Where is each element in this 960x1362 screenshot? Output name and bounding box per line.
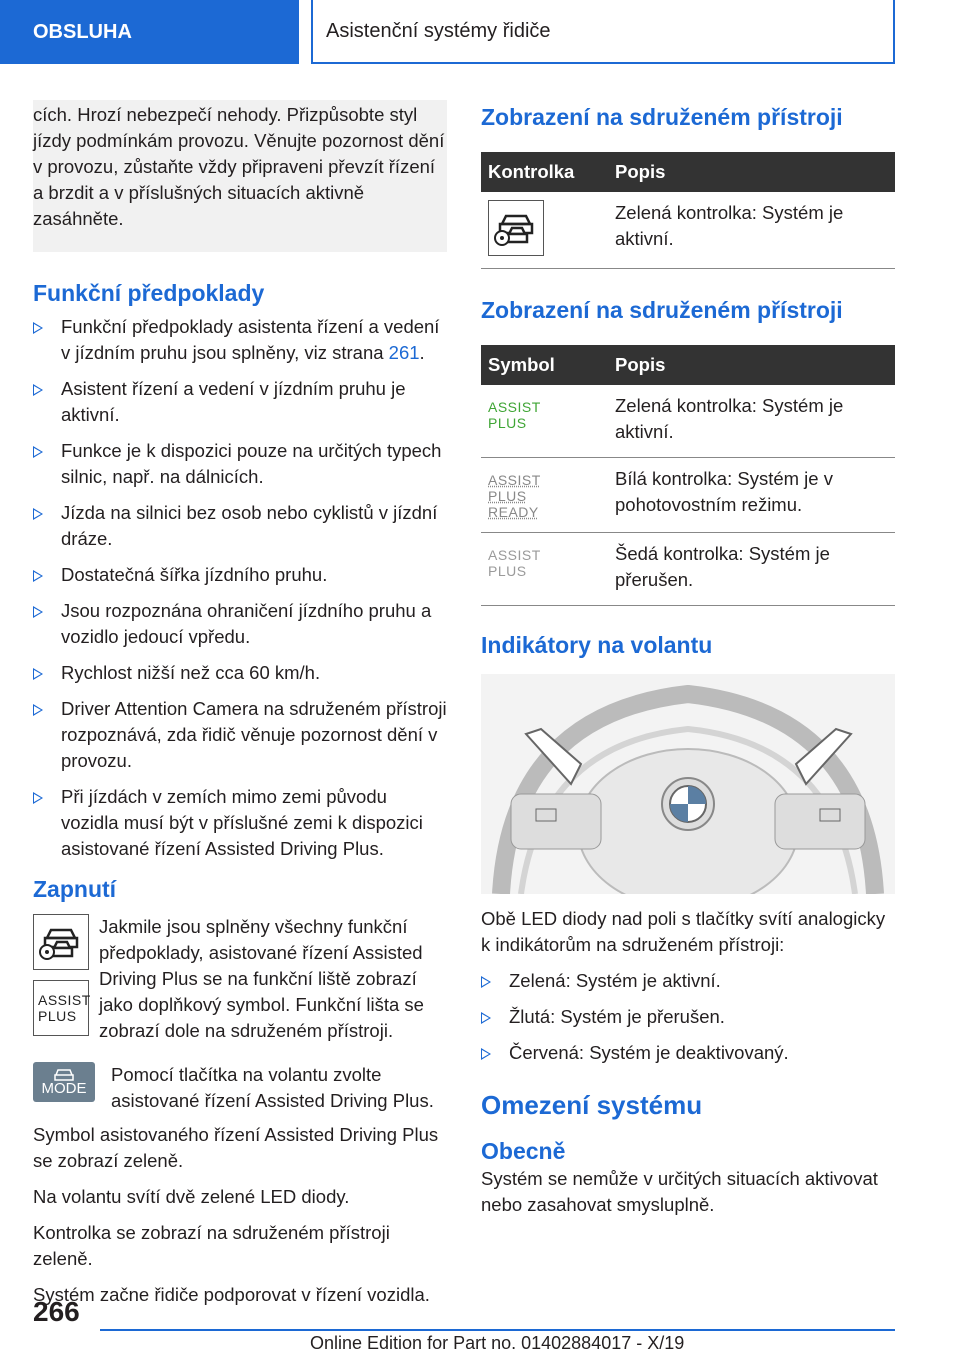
list-item: Jízda na silnici bez osob nebo cyklistů v jízdní dráze. [33, 500, 447, 552]
list-item: Dostatečná šířka jízdního pruhu. [33, 562, 447, 588]
assist-car-icon [488, 200, 544, 256]
switch-on-para1: Jakmile jsou splněny všechny funkční předpoklady, asistované řízení Assisted Driving Plus se na funkční liště zobrazí jako doplňkový symbol. Funkční lišta se zobrazí dole na sdruženém přístroji. [99, 916, 424, 1041]
right-column [481, 100, 895, 1228]
table-row [481, 533, 895, 606]
list-item: Asistent řízení a vedení v jízdním pruhu je aktivní. [33, 376, 447, 428]
left-column [33, 100, 447, 1318]
table-header: Symbol [481, 345, 608, 385]
page-header-title: Asistenční systémy řidiče [311, 0, 895, 64]
switch-on-para3: Symbol asistovaného řízení Assisted Driving Plus se zobrazí zeleně. [33, 1124, 439, 1171]
list-item: Červená: Systém je deaktivovaný. [481, 1040, 895, 1066]
section-tab: OBSLUHA [0, 0, 299, 64]
assist-plus-icon: ASSIST PLUS [33, 980, 89, 1036]
list-item: Zelená: Systém je aktivní. [481, 968, 895, 994]
switch-on-block [33, 914, 447, 1044]
mode-button-icon: MODE [33, 1062, 95, 1102]
steering-wheel-illustration [481, 674, 895, 894]
page-link[interactable]: 261 [388, 342, 420, 363]
assist-plus-ready-icon: ASSIST PLUS READY [488, 472, 541, 520]
prerequisites-heading: Funkční předpoklady [33, 280, 265, 306]
switch-on-para6: Systém začne řidiče podporovat v řízení vozidla. [33, 1284, 430, 1305]
steering-heading: Indikátory na volantu [481, 632, 713, 658]
display1-table [481, 152, 895, 269]
table-header: Popis [608, 152, 895, 192]
limits-heading: Omezení systému [481, 1090, 703, 1120]
table-cell: Zelená kontrolka: Systém je aktivní. [608, 385, 895, 458]
page-number: 266 [33, 1296, 80, 1327]
list-item: Funkční předpoklady asistenta řízení a vedení v jízdním pruhu jsou splněny, viz strana 261. [33, 314, 447, 366]
list-item: Funkce je k dispozici pouze na určitých typech silnic, např. na dálnicích. [33, 438, 447, 490]
limits-text: Systém se nemůže v určitých situacích aktivovat nebo zasahovat smysluplně. [481, 1168, 878, 1215]
footer-edition: Online Edition for Part no. 01402884017 - X/19 [310, 1333, 685, 1353]
switch-on-para5: Kontrolka se zobrazí na sdruženém přístroji zeleně. [33, 1222, 390, 1269]
list-item: Žlutá: Systém je přerušen. [481, 1004, 895, 1030]
table-row [481, 385, 895, 458]
display2-table [481, 345, 895, 606]
footer-rule [100, 1329, 895, 1331]
switch-on-para4: Na volantu svítí dvě zelené LED diody. [33, 1186, 350, 1207]
steering-list [481, 968, 895, 1066]
list-item: Jsou rozpoznána ohraničení jízdního pruhu a vozidlo jedoucí vpředu. [33, 598, 447, 650]
assist-plus-grey-icon: ASSIST PLUS [488, 547, 541, 579]
warning-text: cích. Hrozí nebezpečí nehody. Přizpůsobte styl jízdy podmínkám provozu. Věnujte pozornost dění v provozu, zůstaňte vždy připraveni převzít řízení a brzdit a v příslušných situacích aktivně zasáhněte. [33, 104, 445, 229]
table-cell: Zelená kontrolka: Systém je aktivní. [608, 192, 895, 269]
table-cell: Šedá kontrolka: Systém je přerušen. [608, 533, 895, 606]
switch-on-heading: Zapnutí [33, 876, 117, 902]
list-item: Driver Attention Camera na sdruženém přístroji rozpoznává, zda řidič věnuje pozornost dění v provozu. [33, 696, 447, 774]
table-header: Popis [608, 345, 895, 385]
switch-on-para2: Pomocí tlačítka na volantu zvolte asistované řízení Assisted Driving Plus. [111, 1064, 434, 1111]
table-row [481, 458, 895, 533]
warning-box [33, 100, 447, 252]
list-item: Rychlost nižší než cca 60 km/h. [33, 660, 447, 686]
table-cell: Bílá kontrolka: Systém je v pohotovostním režimu. [608, 458, 895, 533]
table-row [481, 192, 895, 269]
assist-plus-green-icon: ASSIST PLUS [488, 399, 541, 431]
steering-intro: Obě LED diody nad poli s tlačítky svítí analogicky k indikátorům na sdruženém přístroji: [481, 908, 886, 955]
table-header: Kontrolka [481, 152, 608, 192]
list-item: Při jízdách v zemích mimo zemi původu vozidla musí být v příslušné zemi k dispozici asistované řízení Assisted Driving Plus. [33, 784, 447, 862]
limits-subheading: Obecně [481, 1138, 566, 1164]
assist-car-icon [33, 914, 89, 970]
mode-block [33, 1062, 447, 1114]
display2-heading: Zobrazení na sdruženém přístroji [481, 297, 843, 323]
display1-heading: Zobrazení na sdruženém přístroji [481, 104, 843, 130]
prerequisites-list [33, 314, 447, 862]
